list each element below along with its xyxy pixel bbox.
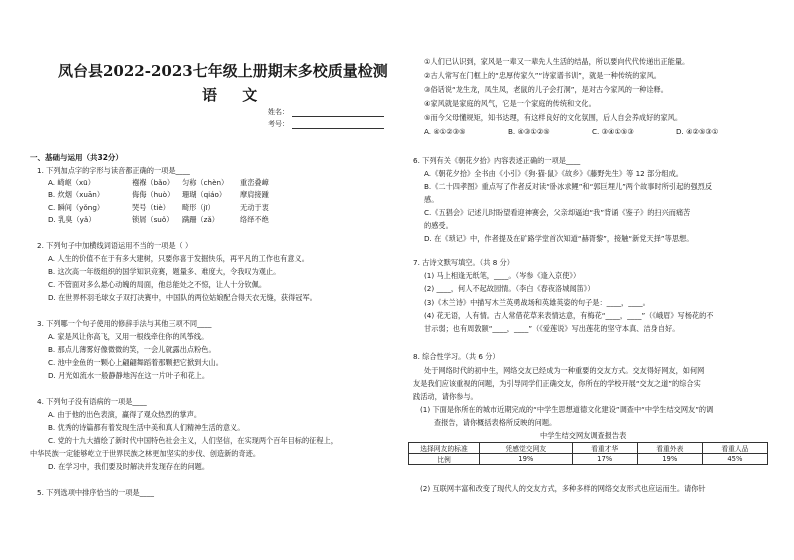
- q8-sub-1: (1) 下面是你所在的城市近期完成的“中学生思想道德文化建设”调查中“中学生结交网友”的调: [420, 405, 714, 414]
- question-3-stem: 3. 下列哪一个句子使用的修辞手法与其他三项不同____: [37, 319, 212, 328]
- section-heading: 一、基础与运用（共32分）: [30, 153, 123, 162]
- option-a-1: A. 崎岖（xū）: [48, 178, 95, 187]
- question-4-stem: 4. 下列句子没有语病的一项是____: [37, 397, 147, 406]
- q5-sentence-2: ②古人常写在门框上的“忠厚传家久”“诗家谱书训”，就是一种传统的家风。: [424, 71, 661, 80]
- q5-option-b: B. ④③①②⑤: [508, 127, 550, 136]
- q5-sentence-1: ①人们已认识到，家风是一辈又一辈先人生活的结晶，所以要向代代传递出正能量。: [424, 57, 690, 66]
- q6-option-c: C.《五猖会》记述儿时盼望看迎神赛会，父亲却逼迫“我”背诵《鉴子》的扫兴而痛苦: [424, 208, 691, 217]
- option-a-2: 襁褓（bǎo）: [132, 178, 175, 187]
- option-d-2: 锁屑（suǒ）: [132, 215, 174, 224]
- table-header: 看重才华: [572, 443, 637, 454]
- q8-sub-1-cont: 查报告，请你概括表格所反映的问题。: [434, 418, 557, 427]
- q2-option-c: C. 不管面对多么悬心动魄的局面，他总能处之不惊，让人十分钦佩。: [48, 280, 267, 289]
- q5-option-a: A. ④①②③⑤: [424, 127, 466, 136]
- table-row: [409, 454, 768, 465]
- q4-option-c-cont: 中华民族一定能够屹立于世界民族之林更加坚实的步伐、创造新的奇迹。: [30, 449, 261, 458]
- q7-item-1: (1) 马上相逢无纸笔，____。（岑参《逢入京使》）: [424, 271, 581, 280]
- q5-sentence-4: ④家风就是家庭的风气，它是一个家庭的传统和文化。: [424, 99, 596, 108]
- name-field[interactable]: [268, 107, 384, 117]
- q5-sentence-5: ⑤而今父母懂规矩，知书达理，有这样良好的文化氛围，后人自会养成好的家风。: [424, 113, 683, 122]
- table-header: 看重外表: [637, 443, 702, 454]
- q3-option-b: B. 那点儿薄雾好像微微的笑，一会儿就露出点粉色。: [48, 345, 216, 354]
- q5-option-d: D. ④②⑤③①: [676, 127, 719, 136]
- option-d-1: D. 乳臭（yǎ）: [48, 215, 96, 224]
- q3-option-d: D. 月光如流水一般静静地泻在这一片叶子和花上。: [48, 371, 210, 380]
- option-c-2: 哭号（tiè）: [132, 203, 170, 212]
- option-d-3: 蹒跚（zǎ）: [182, 215, 219, 224]
- q7-item-4: (4) 花无语，人有情。古人常借花草来表情达意，有梅花“____，____”（《峨眉》写杨花的不: [424, 311, 714, 320]
- q5-sentence-3: ③俗话说“龙生龙，凤生凤，老鼠的儿子会打洞”，是对古今家风的一种诠释。: [424, 85, 668, 94]
- table-row-label: 比例: [409, 454, 480, 465]
- question-8-stem: 8. 综合性学习。（共 6 分）: [413, 352, 500, 361]
- option-c-1: C. 瞬间（yǒng）: [48, 203, 105, 212]
- survey-table: [408, 442, 768, 465]
- q4-option-a: A. 由于他的出色表演，赢得了观众热烈的掌声。: [48, 410, 202, 419]
- table-header-row: [409, 443, 768, 454]
- table-header: 选择网友的标准: [409, 443, 480, 454]
- exam-number-blank[interactable]: [292, 120, 384, 129]
- option-c-4: 无动于衷: [240, 203, 269, 212]
- option-a-3: 匀称（chèn）: [182, 178, 229, 187]
- q6-option-d: D. 在《琐记》中，作者提及在矿路学堂首次知道“赫胥黎”，接触“新党天择”等思想。: [424, 234, 694, 243]
- q7-item-4-cont: 甘示弱；也有周敦颐“____，____”（《爱莲说》写出莲花的坚守本真、洁身自好。: [424, 324, 680, 333]
- name-label: 姓名：: [268, 108, 289, 116]
- question-5-stem: 5. 下列选项中排序恰当的一项是____: [37, 488, 154, 497]
- q6-option-c-cont: 的感受。: [424, 221, 453, 230]
- option-b-3: 珊瑚（qiáo）: [182, 190, 227, 199]
- q8-passage-3: 践活动，请你参与。: [413, 392, 478, 401]
- exam-number-label: 考号：: [268, 120, 289, 128]
- table-header: 凭感觉交网友: [480, 443, 573, 454]
- name-blank[interactable]: [292, 108, 384, 117]
- q2-option-b: B. 这次高一年级组织的国学知识竞赛，题量多、难度大，令我叹为观止。: [48, 267, 281, 276]
- q8-passage-2: 友是我们应该重视的问题，为引导同学们正确交友，你所在的学校开展“交友之道”的综合实: [413, 379, 701, 388]
- q8-sub-2: (2) 互联网丰富和改变了现代人的交友方式，多种多样的网络交友形式也应运而生。请你针: [420, 484, 706, 493]
- option-a-4: 重峦叠嶂: [240, 178, 269, 187]
- q3-option-a: A. 家是风让你高飞，又用一根线牵住你的风筝线。: [48, 332, 209, 341]
- q4-option-d: D. 在学习中，我们要及时解决并发现存在的问题。: [48, 462, 210, 471]
- q6-option-b: B.《二十四孝图》重点写了作者反对读“卧冰求鲤”和“郭巨埋儿”两个故事时所引起的强烈反: [424, 182, 713, 191]
- q4-option-c: C. 党的十九大描绘了新时代中国特色社会主义，人们坚信，在实现两个百年目标的征程上，: [48, 436, 338, 445]
- exam-title: 凤台县2022-2023七年级上册期末多校质量检测: [58, 62, 388, 80]
- q7-item-2: (2) ____，何人不起故园情。（李白《春夜洛城闻笛》）: [424, 284, 595, 293]
- option-c-3: 畸形（jī）: [182, 203, 215, 212]
- option-b-2: 侮侮（huò）: [132, 190, 175, 199]
- table-cell: 19%: [480, 454, 573, 465]
- q7-item-3: (3)《木兰诗》中描写木兰英勇战场和英雄英姿的句子是：____，____。: [424, 298, 650, 307]
- question-6-stem: 6. 下列有关《朝花夕拾》内容表述正确的一项是____: [413, 156, 581, 165]
- table-cell: 17%: [572, 454, 637, 465]
- q8-passage-1: 处于网络时代的初中生，网络交友已经成为一种重要的交友方式。交友得好网友，如何网: [424, 366, 705, 375]
- option-b-4: 摩肩接踵: [240, 190, 269, 199]
- q5-option-c: C. ③④①⑤③: [592, 127, 634, 136]
- q2-option-a: A. 人生的价值不在于有多大建树，只要你喜于发掘快乐，再平凡的工作也有意义。: [48, 254, 309, 263]
- table-cell: 19%: [637, 454, 702, 465]
- q4-option-b: B. 优秀的诗篇都有着发现生活中美和真人们精神生活的意义。: [48, 423, 245, 432]
- question-1-stem: 1. 下列加点字的字形与读音都正确的一项是____: [37, 166, 190, 175]
- question-2-stem: 2. 下列句子中加横线词语运用不当的一项是（ ）: [37, 241, 193, 250]
- q6-option-b-cont: 感。: [424, 195, 439, 204]
- table-cell: 45%: [702, 454, 767, 465]
- exam-number-field[interactable]: [268, 119, 384, 129]
- q2-option-d: D. 在世界杯羽毛球女子双打决赛中，中国队的两位姑娘配合得天衣无缝，获得冠军。: [48, 293, 317, 302]
- subject-title: 语 文: [202, 86, 268, 104]
- q3-option-c: C. 池中金鱼的一颗心上翩翩舞蹈着那颗把它掀到大山。: [48, 358, 223, 367]
- q6-option-a: A.《朝花夕拾》全书由《小引》《狗·猫·鼠》《故乡》《藤野先生》等 12 部分组成。: [424, 169, 683, 178]
- option-d-4: 络绎不绝: [240, 215, 269, 224]
- survey-table-title: 中学生结交网友调查报告表: [540, 431, 627, 440]
- option-b-1: B. 炊烟（xuān）: [48, 190, 105, 199]
- question-7-stem: 7. 古诗文默写填空。（共 8 分）: [413, 258, 514, 267]
- table-header: 看重人品: [702, 443, 767, 454]
